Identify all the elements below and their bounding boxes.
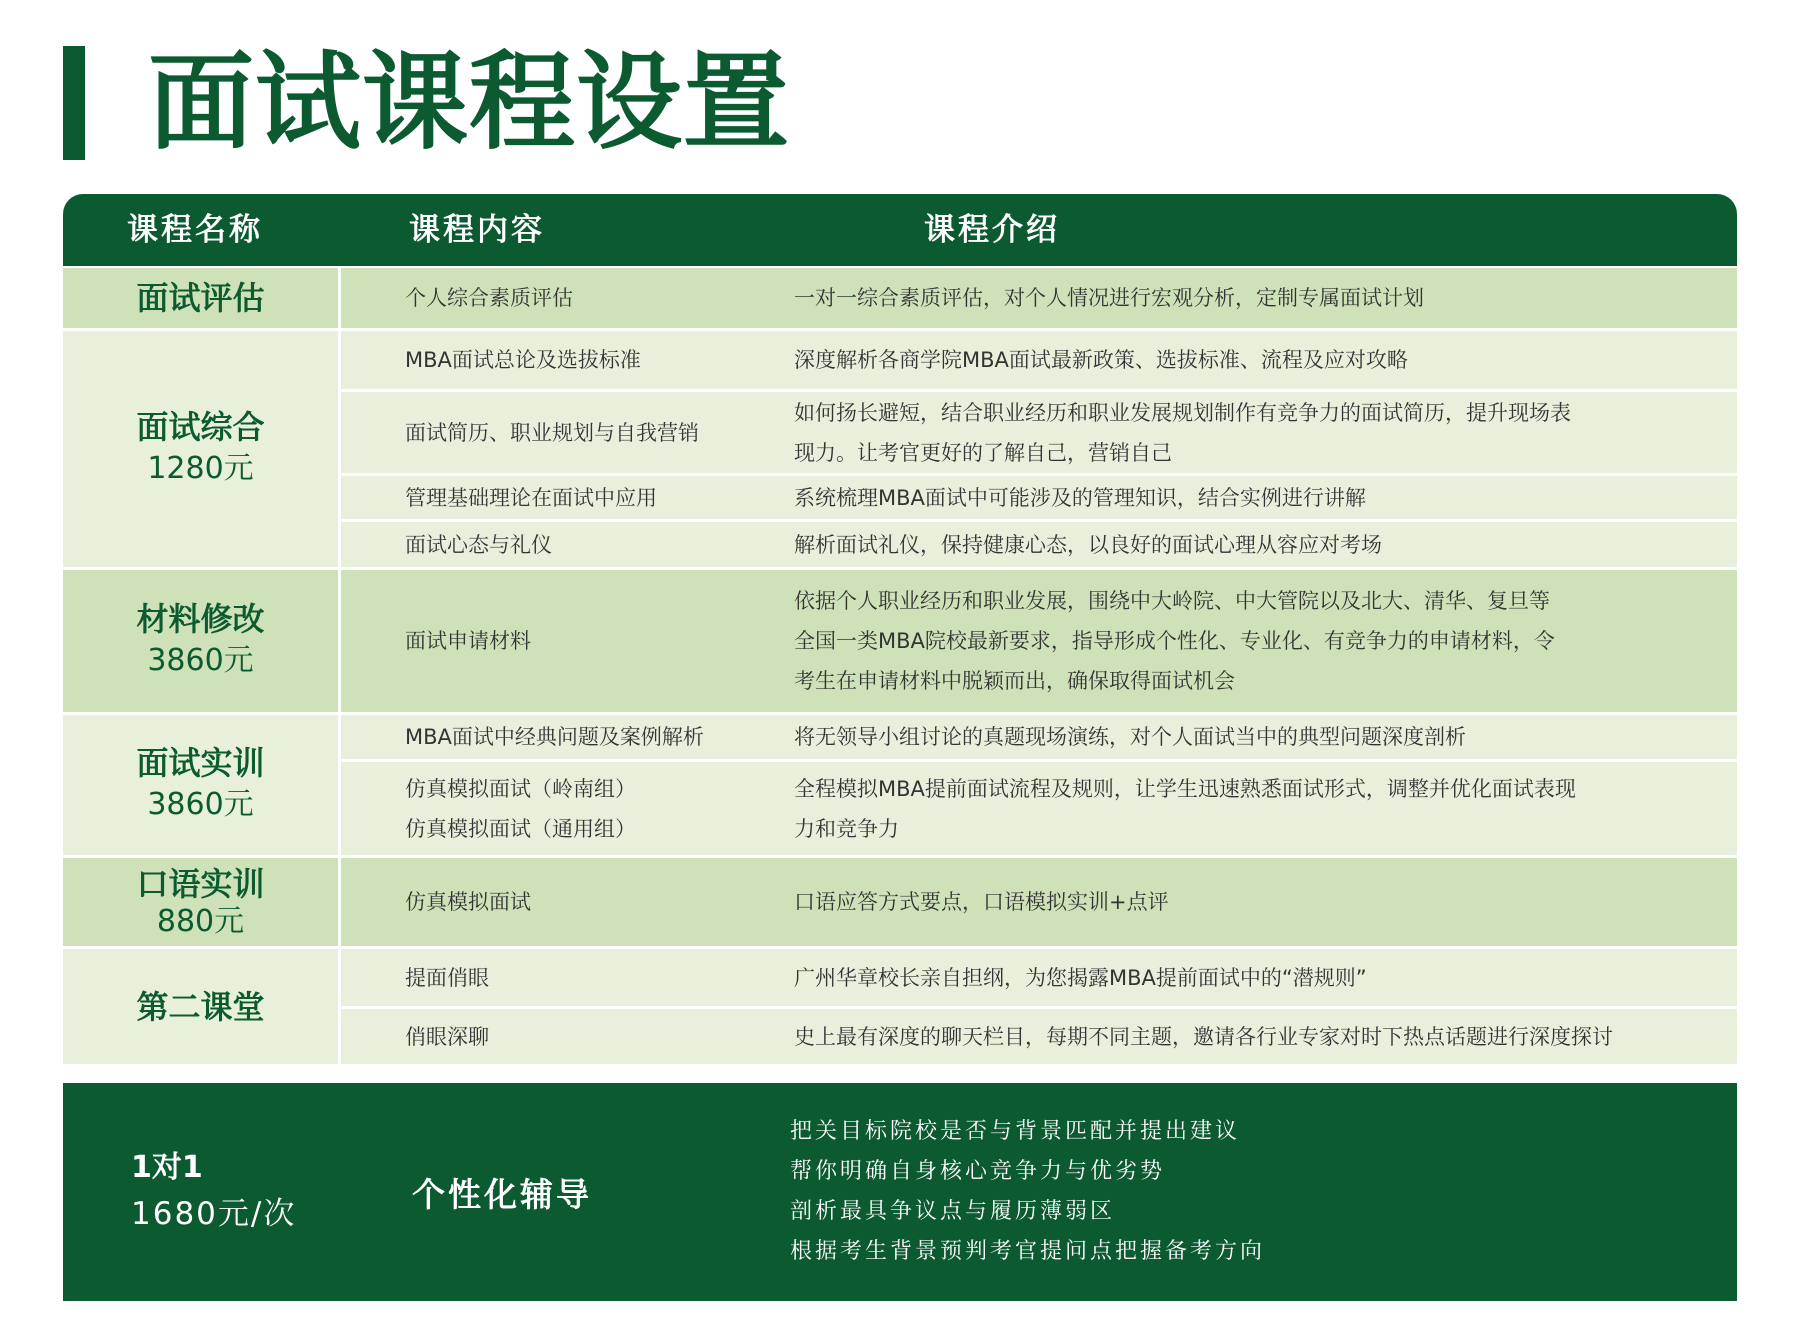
group-name-cell bbox=[63, 570, 341, 712]
course-content bbox=[405, 522, 765, 567]
course-content bbox=[405, 1009, 765, 1064]
content-line: 提面俏眼 bbox=[405, 965, 489, 990]
group-price: 1280元 bbox=[147, 451, 254, 486]
group-name-cell bbox=[63, 949, 341, 1064]
table-row bbox=[341, 858, 1737, 946]
intro-line: 力和竞争力 bbox=[794, 816, 899, 841]
content-line: 俏眼深聊 bbox=[405, 1024, 489, 1049]
intro-line: 广州华章校长亲自担纲，为您揭露MBA提前面试中的“潜规则” bbox=[794, 965, 1367, 990]
group-name: 面试实训 bbox=[136, 744, 265, 782]
intro-line: 全程模拟MBA提前面试流程及规则，让学生迅速熟悉面试形式，调整并优化面试表现 bbox=[794, 776, 1576, 801]
table-row bbox=[341, 949, 1737, 1006]
intro-line: 现力。让考官更好的了解自己，营销自己 bbox=[794, 440, 1172, 465]
course-intro bbox=[794, 949, 1724, 1006]
one-on-one-name: 1对1 bbox=[131, 1150, 203, 1185]
course-group-comprehensive bbox=[63, 331, 1737, 567]
course-intro bbox=[794, 331, 1724, 389]
group-name-cell bbox=[63, 268, 341, 328]
table-row bbox=[341, 519, 1737, 567]
course-intro bbox=[794, 858, 1724, 946]
header-course-name: 课程名称 bbox=[127, 212, 263, 248]
course-group-assessment bbox=[63, 268, 1737, 328]
table-row bbox=[341, 759, 1737, 855]
header-course-intro: 课程介绍 bbox=[924, 212, 1060, 248]
intro-line: 一对一综合素质评估，对个人情况进行宏观分析，定制专属面试计划 bbox=[794, 286, 1424, 310]
intro-line: 史上最有深度的聊天栏目，每期不同主题，邀请各行业专家对时下热点话题进行深度探讨 bbox=[794, 1024, 1613, 1049]
course-content bbox=[405, 570, 765, 712]
intro-line: 考生在申请材料中脱颖而出，确保取得面试机会 bbox=[794, 669, 1235, 693]
table-row bbox=[341, 570, 1737, 712]
group-name-cell bbox=[63, 331, 341, 567]
intro-line: 将无领导小组讨论的真题现场演练，对个人面试当中的典型问题深度剖析 bbox=[794, 725, 1466, 749]
one-on-one-intro bbox=[790, 1083, 1690, 1301]
course-intro bbox=[794, 1009, 1724, 1064]
intro-line: 口语应答方式要点，口语模拟实训+点评 bbox=[794, 890, 1169, 914]
course-intro bbox=[794, 715, 1724, 759]
group-price: 3860元 bbox=[147, 643, 254, 678]
one-on-one-content: 个性化辅导 bbox=[412, 1174, 592, 1214]
course-content bbox=[405, 476, 765, 519]
course-content bbox=[405, 858, 765, 946]
table-row bbox=[341, 389, 1737, 473]
intro-line: 把关目标院校是否与背景匹配并提出建议 bbox=[790, 1119, 1241, 1144]
content-line: 仿真模拟面试（通用组） bbox=[405, 816, 636, 841]
group-name-cell bbox=[63, 858, 341, 946]
course-group-second-class bbox=[63, 949, 1737, 1064]
group-price: 880元 bbox=[156, 904, 245, 939]
course-group-materials bbox=[63, 570, 1737, 712]
title-accent-bar bbox=[63, 46, 85, 160]
group-name-cell bbox=[63, 715, 341, 855]
course-intro bbox=[794, 762, 1724, 855]
table-row bbox=[341, 473, 1737, 519]
content-line: 管理基础理论在面试中应用 bbox=[405, 485, 657, 510]
course-intro bbox=[794, 522, 1724, 567]
group-name: 面试综合 bbox=[136, 408, 265, 446]
course-content bbox=[405, 268, 765, 328]
content-line: MBA面试总论及选拔标准 bbox=[405, 348, 641, 372]
intro-line: 依据个人职业经历和职业发展，围绕中大岭院、中大管院以及北大、清华、复旦等 bbox=[794, 589, 1550, 613]
course-group-oral bbox=[63, 858, 1737, 946]
course-content bbox=[405, 762, 765, 855]
intro-line: 根据考生背景预判考官提问点把握备考方向 bbox=[790, 1239, 1266, 1264]
one-on-one-price: 1680元/次 bbox=[131, 1196, 297, 1232]
content-line: 仿真模拟面试 bbox=[405, 890, 531, 914]
intro-line: 解析面试礼仪，保持健康心态，以良好的面试心理从容应对考场 bbox=[794, 532, 1382, 557]
content-line: 仿真模拟面试（岭南组） bbox=[405, 776, 636, 801]
course-intro bbox=[794, 392, 1724, 473]
group-name: 第二课堂 bbox=[136, 987, 265, 1026]
course-content bbox=[405, 392, 765, 473]
group-name: 面试评估 bbox=[136, 279, 265, 317]
table-row bbox=[341, 331, 1737, 389]
content-line: MBA面试中经典问题及案例解析 bbox=[405, 725, 704, 749]
content-line: 面试心态与礼仪 bbox=[405, 532, 552, 557]
intro-line: 剖析最具争议点与履历薄弱区 bbox=[790, 1199, 1116, 1224]
course-intro bbox=[794, 476, 1724, 519]
table-row bbox=[341, 1006, 1737, 1064]
course-content bbox=[405, 331, 765, 389]
intro-line: 深度解析各商学院MBA面试最新政策、选拔标准、流程及应对攻略 bbox=[794, 348, 1408, 372]
course-table bbox=[63, 194, 1737, 1064]
intro-line: 全国一类MBA院校最新要求，指导形成个性化、专业化、有竞争力的申请材料，令 bbox=[794, 629, 1555, 653]
group-price: 3860元 bbox=[147, 787, 254, 822]
table-row bbox=[341, 715, 1737, 759]
intro-line: 帮你明确自身核心竞争力与优劣势 bbox=[790, 1159, 1166, 1184]
course-content bbox=[405, 949, 765, 1006]
course-intro bbox=[794, 570, 1724, 712]
course-content bbox=[405, 715, 765, 759]
one-on-one-name-cell bbox=[131, 1083, 391, 1301]
intro-line: 如何扬长避短，结合职业经历和职业发展规划制作有竞争力的面试简历，提升现场表 bbox=[794, 400, 1571, 425]
course-intro bbox=[794, 268, 1724, 328]
table-row bbox=[341, 268, 1737, 328]
course-group-training bbox=[63, 715, 1737, 855]
table-header bbox=[63, 194, 1737, 266]
content-line: 面试申请材料 bbox=[405, 629, 531, 653]
header-course-content: 课程内容 bbox=[409, 212, 545, 248]
content-line: 个人综合素质评估 bbox=[405, 286, 573, 310]
intro-line: 系统梳理MBA面试中可能涉及的管理知识，结合实例进行讲解 bbox=[794, 485, 1366, 510]
one-on-one-panel bbox=[63, 1083, 1737, 1301]
group-name: 口语实训 bbox=[136, 865, 265, 903]
content-line: 面试简历、职业规划与自我营销 bbox=[405, 420, 699, 445]
page-title: 面试课程设置 bbox=[148, 41, 790, 164]
group-name: 材料修改 bbox=[136, 600, 265, 638]
